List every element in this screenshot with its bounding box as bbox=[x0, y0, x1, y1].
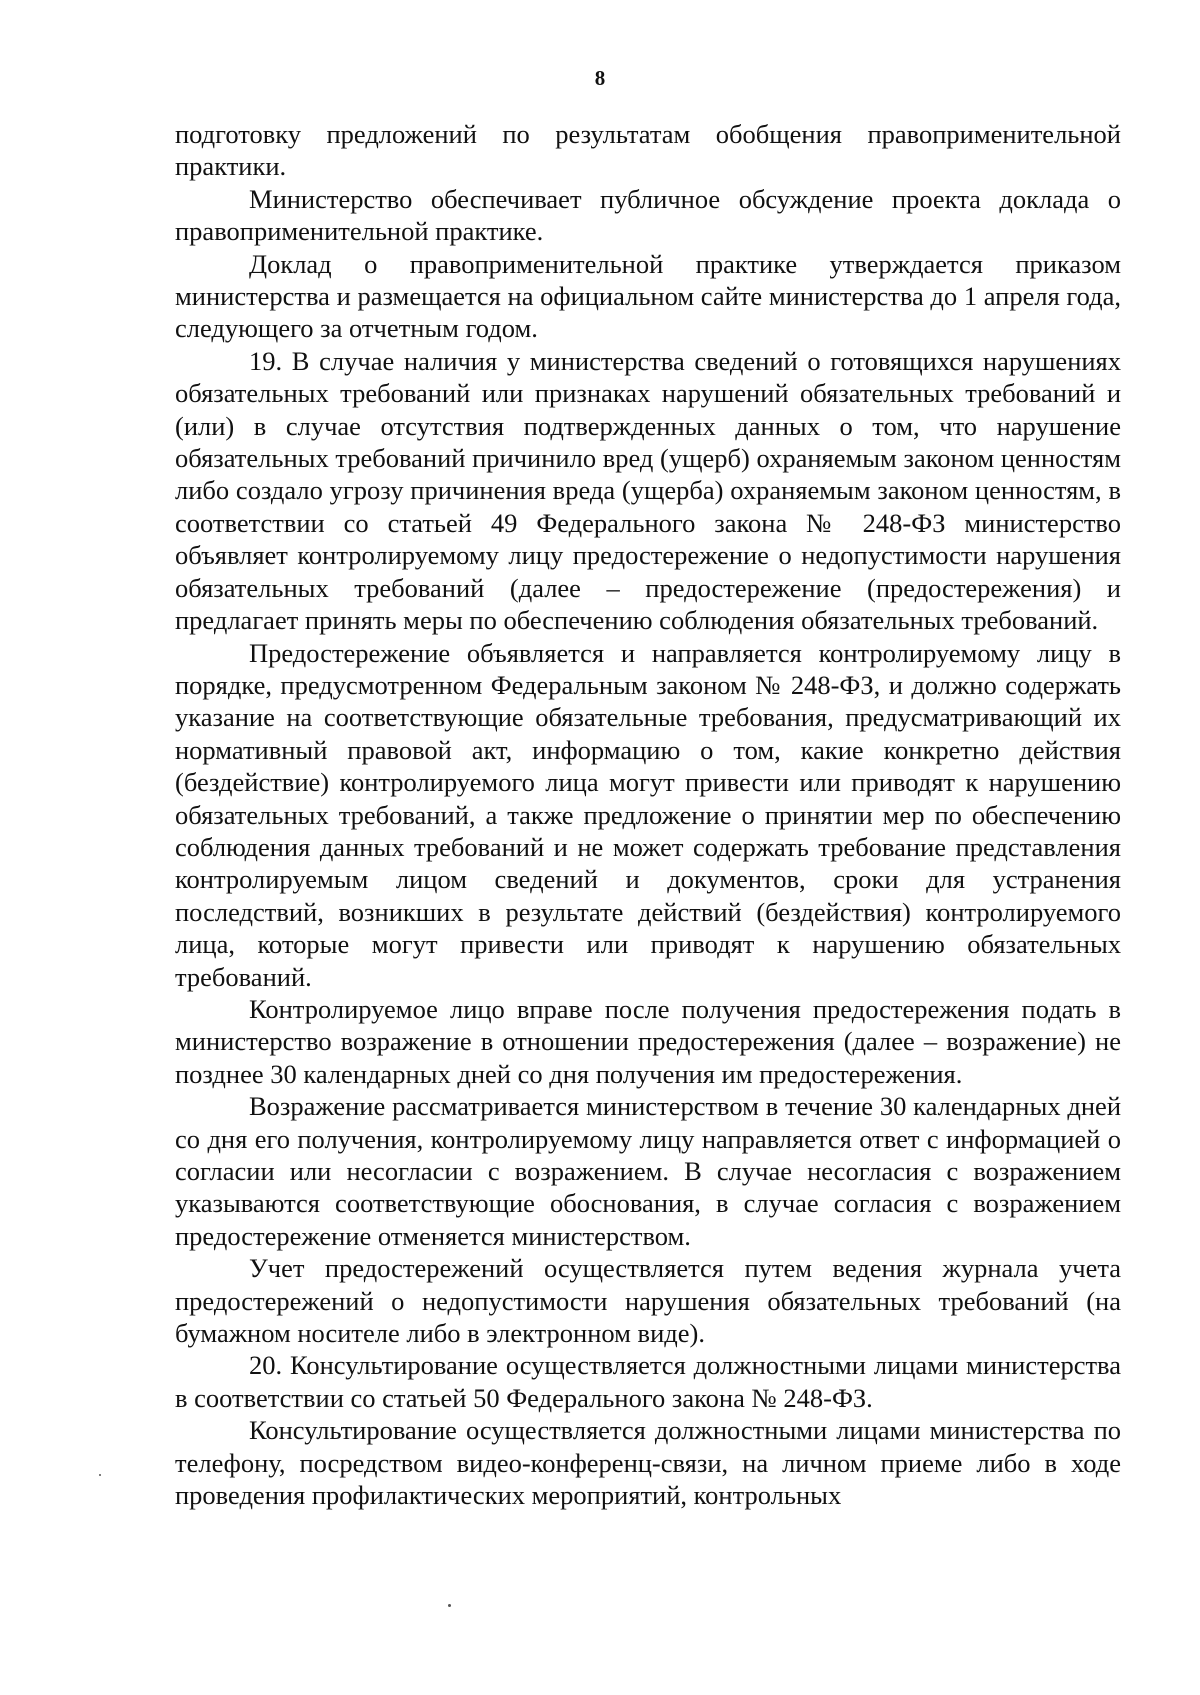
paragraph-report-approval: Доклад о правоприменительной практике утверждается приказом министерства и размещается на официальном сайте министерства до 1 апреля года, следующего за отчетным годом. bbox=[175, 248, 1121, 344]
paragraph-public-discussion: Министерство обеспечивает публичное обсуждение проекта доклада о правоприменительной практике. bbox=[175, 183, 1121, 247]
paragraph-warning-registry: Учет предостережений осуществляется путем ведения журнала учета предостережений о недопустимости нарушения обязательных требований (на бумажном носителе либо в электронном виде). bbox=[175, 1253, 1121, 1349]
page-number: 8 bbox=[594, 66, 606, 90]
paragraph-consultation-methods: Консультирование осуществляется должностными лицами министерства по телефону, посредством видео-конференц-связи, на личном приеме либо в ходе проведения профилактических мероприятий, контрольных bbox=[175, 1415, 1121, 1511]
scan-speck bbox=[99, 1474, 101, 1476]
paragraph-objection-right: Контролируемое лицо вправе после получения предостережения подать в министерство возражение в отношении предостережения (далее – возражение) не позднее 30 календарных дней со дня получения им предостережения. bbox=[175, 993, 1121, 1089]
paragraph-warning-content: Предостережение объявляется и направляется контролируемому лицу в порядке, предусмотренном Федеральным законом № 248-ФЗ, и должно содержать указание на соответствующие обязательные требования, предусматривающий их нормативный правовой акт, информацию о том, какие конкретно действия (бездействие) контролируемого лица могут привести или приводят к нарушению обязательных требований, а также предложение о принятии мер по обеспечению соблюдения данных требований и не может содержать требование представления контролируемым лицом сведений и документов, сроки для устранения последствий, возникших в результате действий (бездействия) контролируемого лица, которые могут привести или приводят к нарушению обязательных требований. bbox=[175, 637, 1121, 992]
scan-speck bbox=[448, 1604, 451, 1607]
paragraph-item-19: 19. В случае наличия у министерства сведений о готовящихся нарушениях обязательных требований или признаках нарушений обязательных требований и (или) в случае отсутствия подтвержденных данных о том, что нарушение обязательных требований причинило вред (ущерб) охраняемым законом ценностям либо создало угрозу причинения вреда (ущерба) охраняемым законом ценностям, в соответствии со статьей 49 Федерального закона № 248-ФЗ министерство объявляет контролируемому лицу предостережение о недопустимости нарушения обязательных требований (далее – предостережение (предостережения) и предлагает принять меры по обеспечению соблюдения обязательных требований. bbox=[175, 345, 1121, 636]
paragraph-objection-review: Возражение рассматривается министерством в течение 30 календарных дней со дня его получения, контролируемому лицу направляется ответ с информацией о согласии или несогласии с возражением. В случае несогласия с возражением указываются соответствующие обоснования, в случае согласия с возражением предостережение отменяется министерством. bbox=[175, 1091, 1121, 1251]
paragraph-continuation: подготовку предложений по результатам обобщения правоприменительной практики. bbox=[175, 119, 1121, 182]
document-body bbox=[175, 118, 1121, 1511]
paragraph-item-20: 20. Консультирование осуществляется должностными лицами министерства в соответствии со статьей 50 Федерального закона № 248-ФЗ. bbox=[175, 1350, 1121, 1413]
